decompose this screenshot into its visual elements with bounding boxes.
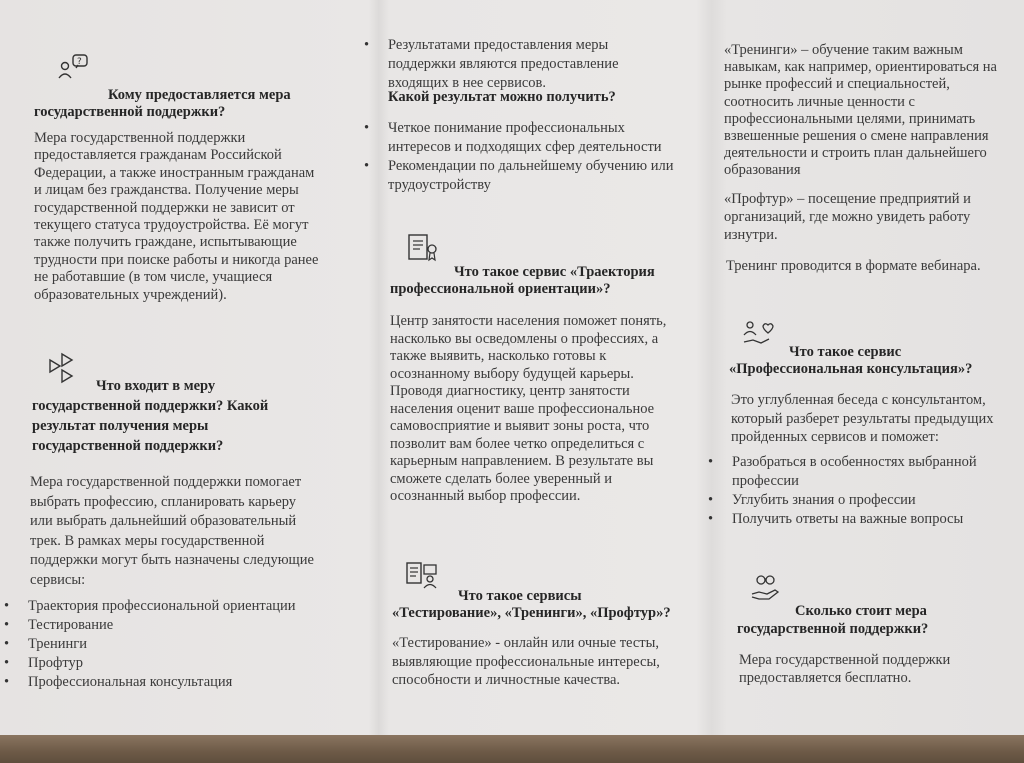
body-line: сервисы: [30,571,86,588]
body-line: навыкам, как например, ориентироваться на [724,59,997,76]
body-line: образования [724,162,801,179]
heading-line: Что такое сервис «Траектория [454,264,655,280]
proftur-text [724,190,1020,244]
list-item: • Траектория профессиональной ориентации [4,597,364,616]
body-line: который разберет результаты предыдущих [731,410,994,427]
body-line: выявляющие профессиональные интересы, [392,653,660,670]
list-item-line: Четкое понимание профессиональных [388,120,625,136]
section-body [390,313,710,506]
body-line: и лицам без гражданства. Получение меры [34,182,299,199]
consultation-list [708,453,1020,529]
section-heading-cont [392,603,712,623]
trainings-text [724,42,1020,180]
body-line: осознанный выбор профессии. [390,488,581,504]
list-item: • Тестирование [4,616,364,635]
body-line: Центр занятости населения поможет понять, [390,313,667,329]
webinar-note: Тренинг проводится в формате вебинара. [726,258,981,274]
body-line: деятельности и строить план дальнейшего [724,145,987,162]
result-heading: Какой результат можно получить? [388,89,616,105]
body-line: поддержки могут быть назначены следующие [30,552,314,569]
body-line: населения оценит ваше профессиональное [390,400,655,417]
list-item: • Профтур [4,654,364,673]
body-line: самовосприятие и выявит зоны роста, что [390,418,650,434]
list-item [364,36,704,93]
body-line: или выбрать дальнейший образовательный [30,513,297,530]
list-item [708,453,1020,491]
heading-line: Что такое сервис [789,344,902,360]
body-line: организаций, где можно увидеть работу [724,209,971,225]
list-item-line: Разобраться в особенностях выбранной [732,454,977,470]
body-line: рынке профессий и специальностей, [724,76,950,93]
heading-line: государственной поддержки? [34,104,226,120]
body-line: также получить граждане, испытывающие [34,234,297,251]
svg-text:?: ? [77,57,82,67]
body-line: трудности при поиске работы и никогда ранее [34,251,319,268]
body-line: трек. В рамках меры государственной [30,532,265,549]
brochure-column-middle [372,0,702,740]
heading-line: профессиональной ориентации»? [390,281,611,297]
body-line: Федерации, а также иностранным гражданам [34,164,315,181]
list-item-line: Рекомендации по дальнейшему обучению или [388,158,674,174]
body-line: изнутри. [724,227,778,243]
body-line: текущего статуса трудоустройства. Её могут [34,217,309,234]
list-item-line: Результатами предоставления меры [388,37,609,53]
list-item: • Тренинги [4,635,364,654]
section-heading [795,601,1015,621]
list-item-line: трудоустройству [388,177,491,193]
section-heading [96,376,356,396]
list-item-line: интересов и подходящих сфер деятельности [388,139,662,155]
people-heart-icon [741,318,777,348]
list-item [364,157,704,195]
body-line: пройденных сервисов и поможет: [731,429,939,445]
section-heading-cont [737,619,1017,639]
heading-line: Сколько стоит мера [795,603,927,619]
heading-line: Что такое сервисы [458,588,582,604]
body-line: «Тренинги» – обучение таким важным [724,42,963,58]
heading-line: «Тестирование», «Тренинги», «Профтур»? [392,605,671,621]
list-item: • Профессиональная консультация [4,673,364,692]
heading-line: государственной поддержки? [32,438,224,454]
body-line: соотносить личные ценности с [724,93,915,110]
section-heading-cont [729,359,1019,379]
list-item [708,491,1020,510]
body-line: Проводя диагностику, центр занятости [390,383,630,399]
section-heading-cont [34,102,354,122]
section-body [30,473,366,591]
body-line: Мера государственной поддержки помогает [30,474,302,490]
heading-line: Кому предоставляется мера [108,87,291,103]
body-line: насколько вы осведомлены о профессиях, а [390,330,659,347]
body-line: образовательных учреждений). [34,286,227,303]
section-body [739,651,1019,687]
body-line: осознанному выбору будущей карьеры. [390,365,634,382]
body-line: государственной поддержки не зависит от [34,199,295,216]
body-line: взвешенные решения о смене направления [724,128,989,145]
body-line: не работавшие (в том числе, учащиеся [34,269,273,286]
certificate-icon [406,232,442,266]
section-body [731,391,1021,447]
body-line: сможете сделать более уверенный и [390,470,612,487]
heading-line: результат получения меры [32,418,209,434]
list-item [708,510,1020,529]
body-line: предоставляется гражданам Российской [34,147,282,164]
body-line: также выявить, насколько готовы к [390,348,607,364]
list-item-line: входящих в нее сервисов. [388,75,547,91]
list-item-line: профессии [732,473,799,489]
list-item-line: Углубить знания о профессии [732,492,916,508]
result-list [364,119,704,195]
body-line: Мера государственной поддержки [34,130,246,146]
hand-coins-icon [749,572,783,604]
result-intro-list [364,36,704,93]
body-line: предоставляется бесплатно. [739,670,912,686]
body-line: позволит вам более четко определиться с [390,435,645,452]
heading-line: Что входит в меру [96,378,216,394]
list-item-line: Получить ответы на важные вопросы [732,511,964,527]
body-line: профессиональными целями, принимать [724,110,976,127]
services-list [4,597,364,692]
body-line: «Тестирование» - онлайн или очные тесты, [392,635,659,651]
section-body [34,130,364,304]
section-body [392,634,712,690]
heading-line: государственной поддержки? Какой [32,398,269,414]
body-line: «Профтур» – посещение предприятий и [724,191,971,207]
list-item [364,119,704,157]
person-question-icon [56,52,90,80]
triangles-icon [46,350,80,386]
heading-line: государственной поддержки? [737,621,929,637]
body-line: Мера государственной поддержки [739,652,951,668]
heading-line: «Профессиональная консультация»? [729,361,973,377]
documents-person-icon [404,560,442,590]
brochure-column-left [0,0,370,740]
body-line: способности и личностные качества. [392,672,621,688]
body-line: выбрать профессию, спланировать карьеру [30,493,297,510]
list-item-line: поддержки являются предоставление [388,56,619,72]
section-heading-cont [390,279,710,299]
body-line: карьерным направлением. В результате вы [390,453,654,469]
body-line: Это углубленная беседа с консультантом, [731,392,986,408]
brochure-column-right [705,0,1024,740]
section-heading-cont [32,396,362,456]
